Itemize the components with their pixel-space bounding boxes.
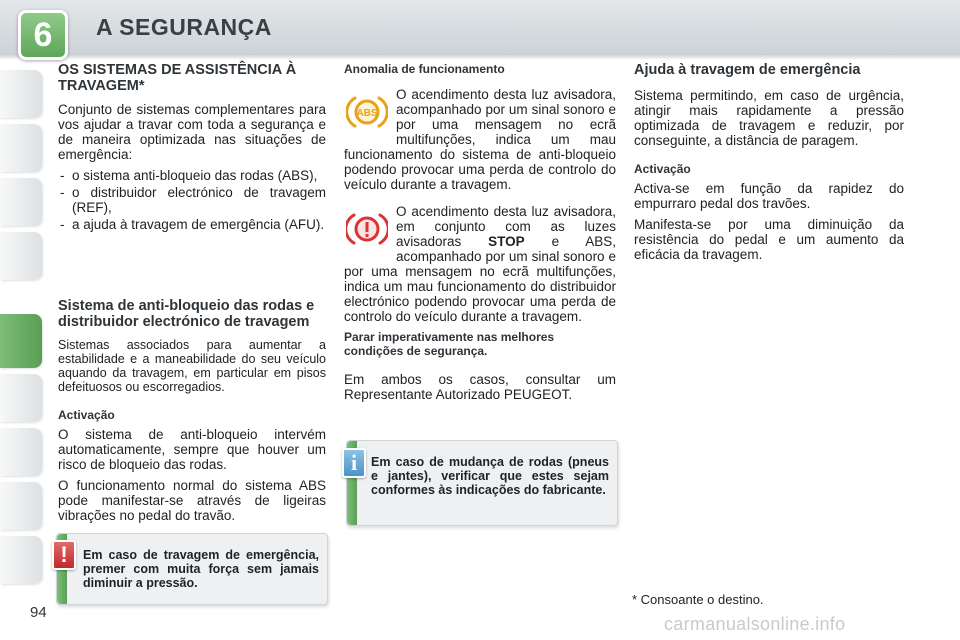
activation-paragraph-1: O sistema de anti-bloqueio intervém automaticamente, sempre que houver um risco de bloqueio das rodas. <box>58 427 326 472</box>
malfunction-title: Anomalia de funcionamento <box>344 62 505 76</box>
info-note <box>346 440 618 526</box>
page-title: A SEGURANÇA <box>96 14 272 40</box>
chapter-tab-4[interactable] <box>0 232 42 280</box>
exclamation-icon: ! <box>52 540 76 570</box>
section-title-assistance: OS SISTEMAS DE ASSISTÊNCIA À TRAVAGEM* <box>58 62 297 94</box>
middle-column <box>344 62 616 408</box>
chapter-tab-7[interactable] <box>0 374 42 422</box>
section-title-abs: Sistema de anti-bloqueio das rodas e distribuidor electrónico de travagem <box>58 298 315 330</box>
footnote: * Consoante o destino. <box>632 592 764 607</box>
stop-instruction: Parar imperativamente nas melhores condições de segurança. <box>344 330 555 358</box>
list-item: - o sistema anti-bloqueio das rodas (ABS), <box>58 168 326 183</box>
info-icon: i <box>342 448 366 478</box>
info-note-text: Em caso de mudança de rodas (pneus e jantes), verificar que estes sejam conformes às indicações do fabricante. <box>371 455 609 497</box>
warning-note <box>56 533 328 605</box>
systems-list <box>58 168 326 232</box>
left-column-lower <box>58 298 326 529</box>
chapter-tab-1[interactable] <box>0 70 42 118</box>
activation-heading: Activação <box>58 408 115 422</box>
abs-icon-label: ABS <box>356 108 378 119</box>
chapter-tab-6-active[interactable] <box>0 314 42 368</box>
abs-warning-text: O acendimento desta luz avisadora, acompanhado por um sinal sonoro e por uma mensagem no ecrã multifunções, indica um mau funcionamento do sistema de anti-bloqueio podendo provocar uma perda de controlo do veículo durante a travagem. <box>344 87 616 192</box>
list-item: - a ajuda à travagem de emergência (AFU). <box>58 217 326 232</box>
chapter-tab-9[interactable] <box>0 482 42 530</box>
emergency-assist-title: Ajuda à travagem de emergência <box>634 62 861 78</box>
chapter-tab-8[interactable] <box>0 428 42 476</box>
right-column <box>634 62 904 268</box>
consult-paragraph: Em ambos os casos, consultar um Representante Autorizado PEUGEOT. <box>344 372 616 402</box>
activation-paragraph-2: O funcionamento normal do sistema ABS pode manifestar-se através de ligeiras vibrações no pedal do travão. <box>58 478 326 523</box>
chapter-badge[interactable]: 6 <box>18 10 68 60</box>
chapter-tab-2[interactable] <box>0 124 42 172</box>
right-activation-paragraph-1: Activa-se em função da rapidez do empurraro pedal dos travões. <box>634 181 904 211</box>
brake-warning-icon <box>346 208 388 250</box>
brake-warning-block <box>344 204 616 330</box>
left-column <box>58 62 326 234</box>
right-activation-heading: Activação <box>634 162 691 176</box>
list-item: - o distribuidor electrónico de travagem (REF), <box>58 185 326 215</box>
stop-label: STOP <box>488 234 525 249</box>
abs-description: Sistemas associados para aumentar a estabilidade e a maneabilidade do seu veículo aquando da travagem, em particular em pisos defeituosos ou escorregadios. <box>58 338 326 394</box>
page-number: 94 <box>30 604 47 621</box>
abs-warning-icon <box>346 91 388 133</box>
emergency-assist-body: Sistema permitindo, em caso de urgência, atingir mais rapidamente a pressão optimizada de travagem e reduzir, por conseguinte, a distância de paragem. <box>634 88 904 148</box>
watermark: carmanualsonline.info <box>664 614 846 634</box>
header-shadow <box>0 54 960 60</box>
brake-text-end: e ABS, acompanhado por um sinal sonoro e por uma mensagem no ecrã multifunções, indica um mau funcionamento do distribuidor electrónico podendo provocar uma perda de controlo do veículo durante a travagem. <box>344 234 616 324</box>
right-activation-paragraph-2: Manifesta-se por uma diminuição da resistência do pedal e um aumento da eficácia da travagem. <box>634 217 904 262</box>
warning-note-text: Em caso de travagem de emergência, premer com muita força sem jamais diminuir a pressão. <box>83 548 319 590</box>
chapter-tab-10[interactable] <box>0 536 42 584</box>
brake-text-start: O acendimento desta luz avisadora, em conjunto com as luzes avisadoras <box>396 204 616 249</box>
chapter-tab-3[interactable] <box>0 178 42 226</box>
intro-paragraph: Conjunto de sistemas complementares para vos ajudar a travar com toda a segurança e de maneira optimizada nas situações de emergência: <box>58 102 326 162</box>
abs-warning-block <box>344 87 616 198</box>
